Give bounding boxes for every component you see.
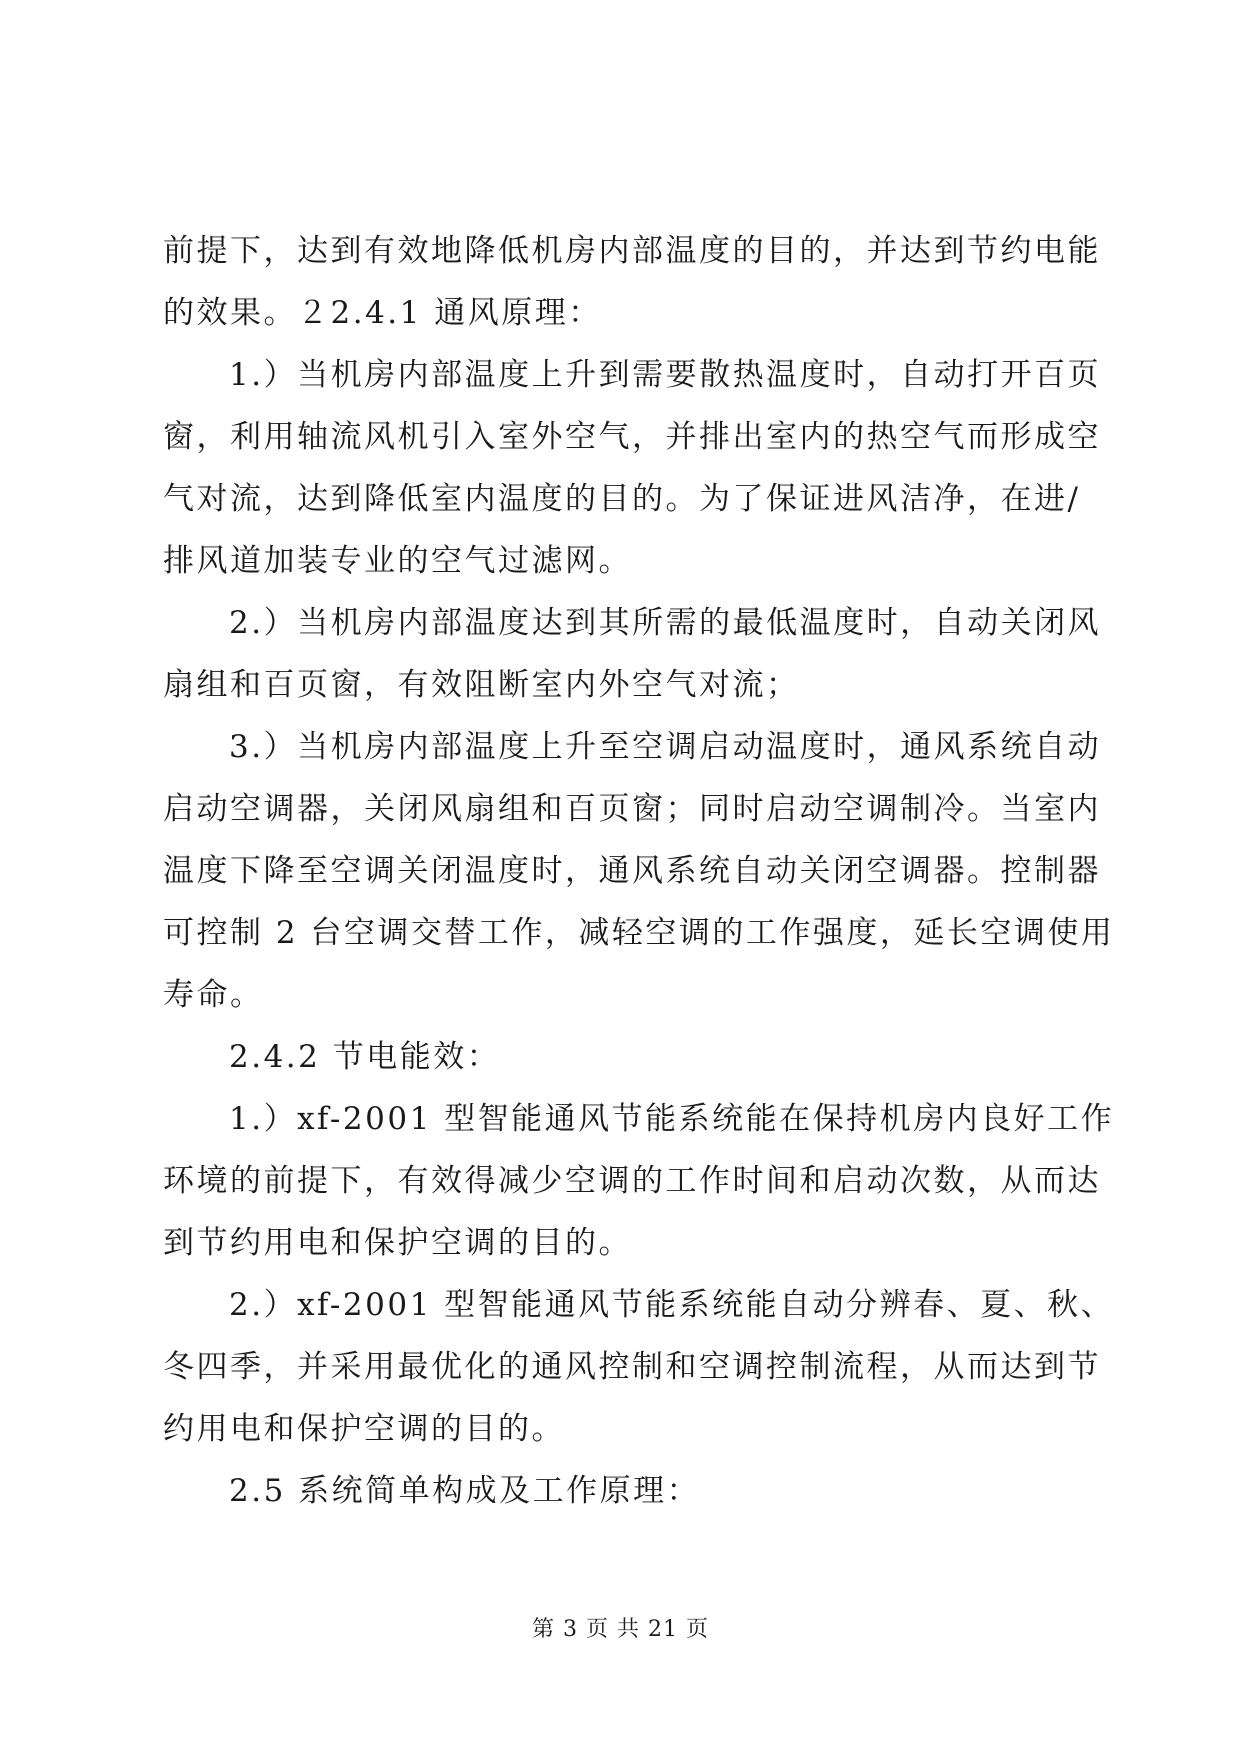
text-line: 约用电和保护空调的目的。 — [163, 1411, 565, 1447]
text-line: 窗，利用轴流风机引入室外空气，并排出室内的热空气而形成空 — [163, 419, 1101, 455]
text-line: 排风道加装专业的空气过滤网。 — [163, 543, 632, 579]
text-line: 到节约用电和保护空调的目的。 — [163, 1225, 632, 1261]
section-heading: 2.5 系统简单构成及工作原理： — [229, 1473, 701, 1509]
text-line: 寿命。 — [163, 977, 264, 1013]
text-line: 2.）当机房内部温度达到其所需的最低温度时，自动关闭风 — [229, 605, 1102, 641]
text-line: 前提下，达到有效地降低机房内部温度的目的，并达到节约电能 — [163, 233, 1101, 269]
text-line: 1.）当机房内部温度上升到需要散热温度时，自动打开百页 — [229, 357, 1102, 393]
text-line: 启动空调器，关闭风扇组和百页窗；同时启动空调制冷。当室内 — [163, 791, 1101, 827]
text-line: 2.）xf-2001 型智能通风节能系统能自动分辨春、夏、秋、 — [229, 1287, 1115, 1323]
text-line: 气对流，达到降低室内温度的目的。为了保证进风洁净，在进/ — [163, 481, 1081, 517]
document-body — [163, 228, 1115, 1530]
text-line: 冬四季，并采用最优化的通风控制和空调控制流程，从而达到节 — [163, 1349, 1101, 1385]
page-number-footer: 第 3 页 共 21 页 — [532, 1617, 709, 1642]
text-line: 环境的前提下，有效得减少空调的工作时间和启动次数，从而达 — [163, 1163, 1101, 1199]
text-line: 的效果。２2.4.1 通风原理： — [163, 295, 602, 331]
section-heading: 2.4.2 节电能效： — [229, 1039, 501, 1075]
text-line: 1.）xf-2001 型智能通风节能系统能在保持机房内良好工作 — [229, 1101, 1115, 1137]
text-line: 可控制 2 台空调交替工作，减轻空调的工作强度，延长空调使用 — [163, 915, 1115, 951]
text-line: 3.）当机房内部温度上升至空调启动温度时，通风系统自动 — [229, 729, 1102, 765]
text-line: 温度下降至空调关闭温度时，通风系统自动关闭空调器。控制器 — [163, 853, 1101, 889]
text-line: 扇组和百页窗，有效阻断室内外空气对流； — [163, 667, 800, 703]
